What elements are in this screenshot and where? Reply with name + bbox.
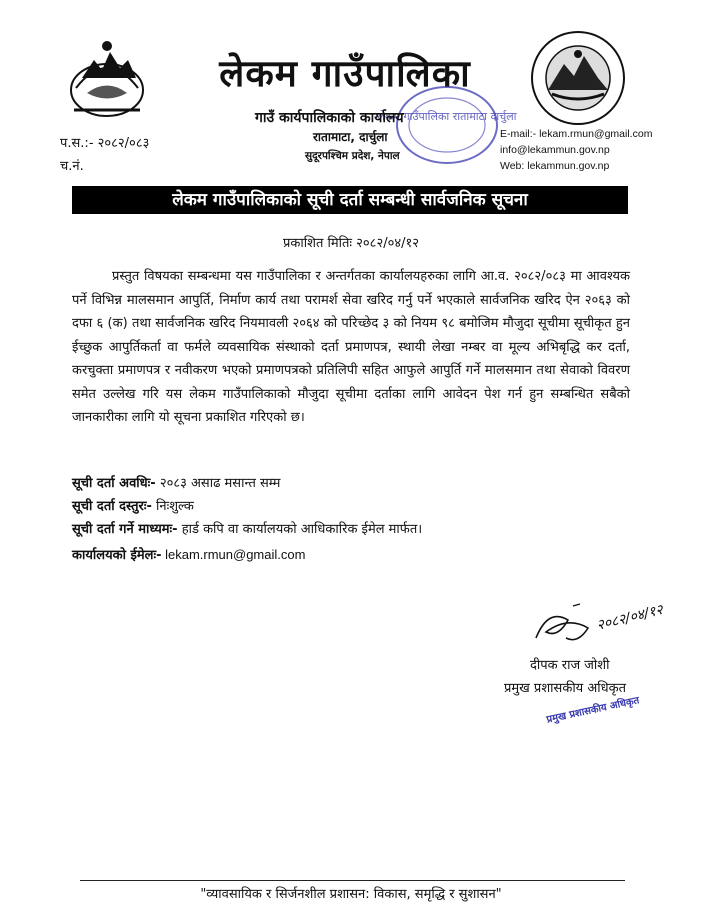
signature-date: २०८२/०४/१२ (595, 601, 665, 634)
handwritten-signature (528, 598, 668, 653)
detail-value: निःशुल्क (151, 499, 194, 514)
detail-row-fee (72, 496, 194, 514)
notice-heading-banner: लेकम गाउँपालिकाको सूची दर्ता सम्बन्धी सार्वजनिक सूचना (72, 186, 628, 214)
detail-row-period (72, 473, 280, 491)
detail-value: २०८३ असाढ मसान्त सम्म (155, 476, 281, 491)
detail-label: कार्यालयको ईमेलः- (72, 548, 162, 563)
signatory-designation: प्रमुख प्रशासकीय अधिकृत (504, 681, 627, 696)
office-name: गाउँ कार्यपालिकाको कार्यालय (255, 110, 404, 126)
detail-row-medium (72, 519, 422, 537)
detail-value: lekam.rmun@gmail.com (161, 547, 306, 562)
designation-stamp: प्रमुख प्रशासकीय अधिकृत (545, 695, 641, 726)
reference-number: प.स.:- २०८२/०८३ (60, 136, 150, 151)
contact-block (500, 126, 652, 174)
contact-email-2: info@lekammun.gov.np (500, 144, 610, 156)
detail-row-email (72, 545, 305, 563)
detail-label: सूची दर्ता दस्तुरः- (72, 499, 152, 514)
published-date: प्रकाशित मितिः २०८२/०४/१२ (282, 236, 419, 251)
notice-body: प्रस्तुत विषयका सम्बन्धमा यस गाउँपालिका र अन्तर्गतका कार्यालयहरुका लागि आ.व. २०८२/०८३ मा आवश्यक पर्ने विभिन्न मालसमान आपुर्ति, निर्माण कार्य तथा परामर्श सेवा खरिद गर्नु पर्ने भएकाले सार्वजनिक खरिद ऐन २०६३ को दफा ६ (क) तथा सार्वजनिक खरिद नियमावली २०६४ को परिच्छेद ३ को नियम ९८ बमोजिम मौजुदा सूचीमा सूचीकृत हुन ईच्छुक आपुर्तिकर्ता वा फर्मले व्यवसायिक संस्थाको दर्ता प्रमाणपत्र, स्थायी लेखा नम्बर वा मूल्य अभिबृद्धि कर दर्ता, करचुक्ता प्रमाणपत्र र नवीकरण भएको प्रमाणपत्रको प्रतिलिपी सहित आफुले आपुर्ति गर्ने मालसमान तथा सेवाको विवरण समेत उल्लेख गरि यस लेकम गाउँपालिकाको मौजुदा सूचीमा दर्ताका लागि आवेदन पेश गर्न हुन सम्बन्धित सबैको जानकारीका लागि यो सूचना प्रकाशित गरिएको छ। (72, 269, 630, 425)
contact-email: E-mail:- lekam.rmun@gmail.com (500, 128, 653, 140)
nepal-emblem-logo (62, 38, 152, 128)
stamp-text: लेकम गाउँपालिका रातामाटा दार्चुला (377, 110, 517, 123)
detail-value: हार्ड कपि वा कार्यालयको आधिकारिक ईमेल मार्फत। (177, 522, 423, 537)
signatory-name: दीपक राज जोशी (530, 658, 610, 673)
detail-label: सूची दर्ता अवधिः- (72, 476, 156, 491)
footer-motto: "व्यावसायिक र सिर्जनशील प्रशासन: विकास, समृद्धि र सुशासन" (200, 887, 502, 902)
office-province: सुदूरपश्चिम प्रदेश, नेपाल (305, 150, 400, 162)
municipality-seal-logo (528, 28, 628, 128)
footer-divider (80, 880, 625, 881)
page-title: लेकम गाउँपालिका (219, 52, 471, 95)
dispatch-number: च.नं. (60, 159, 84, 174)
contact-web: Web: lekammun.gov.np (500, 160, 610, 172)
office-address: रातामाटा, दार्चुला (313, 130, 388, 144)
detail-label: सूची दर्ता गर्ने माध्यमः- (72, 522, 178, 537)
